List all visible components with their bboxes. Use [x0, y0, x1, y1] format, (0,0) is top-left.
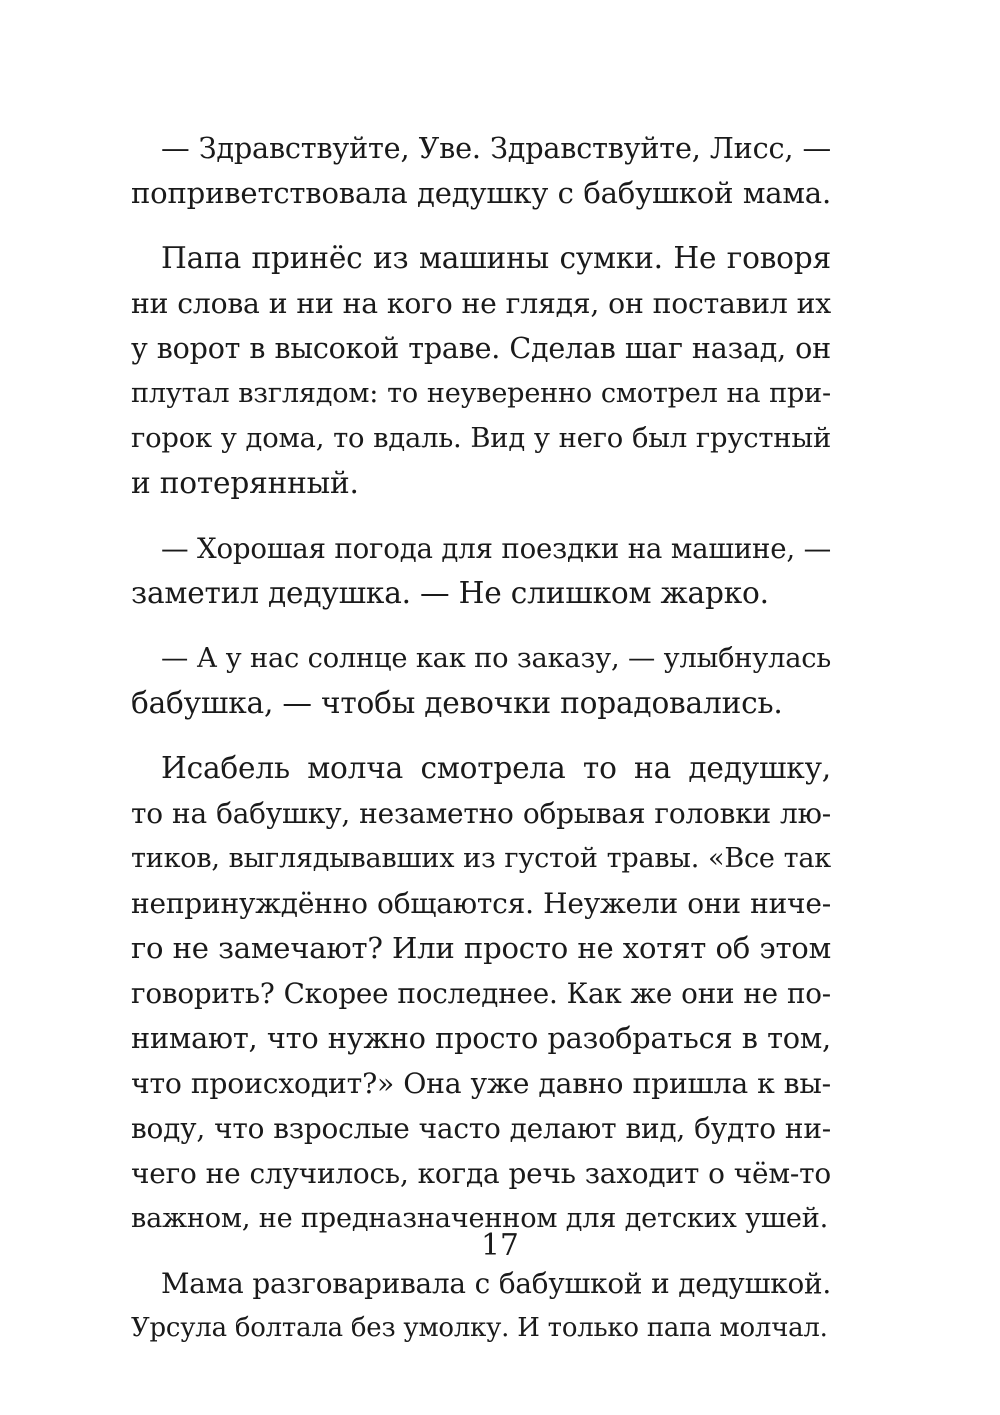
- paragraph: [131, 636, 831, 726]
- text-line: нимают, что нужно просто разобраться в том,: [131, 1021, 831, 1055]
- text-line: что происходит?» Она уже давно пришла к вы-: [131, 1067, 831, 1100]
- text-line: бабушка, — чтобы девочки порадовались.: [131, 686, 783, 720]
- text-line: ни слова и ни на кого не глядя, он поставил их: [131, 287, 831, 320]
- text-line: непринуждённо общаются. Неужели они ниче-: [131, 887, 831, 920]
- text-line: говорить? Скорее последнее. Как же они не по-: [131, 977, 831, 1010]
- paragraph: [131, 746, 831, 1241]
- text-line: то на бабушку, незаметно обрывая головки лю-: [131, 797, 831, 830]
- paragraph: [131, 236, 831, 506]
- text-line: поприветствовала дедушку с бабушкой мама.: [131, 176, 831, 210]
- text-line: Урсула болтала без умолку. И только папа молчал.: [131, 1313, 828, 1343]
- text-line: го не замечают? Или просто не хотят об этом: [131, 931, 831, 965]
- paragraph: [131, 526, 831, 616]
- text-line: горок у дома, то вдаль. Вид у него был грустный: [131, 423, 831, 454]
- text-line: Папа принёс из машины сумки. Не говоря: [161, 241, 831, 275]
- text-line: — А у нас солнце как по заказу, — улыбнулась: [161, 643, 831, 674]
- text-line: Мама разговаривала с бабушкой и дедушкой.: [161, 1267, 831, 1300]
- page-number: 17: [481, 1228, 519, 1262]
- paragraph: [131, 1261, 831, 1351]
- text-line: — Хорошая погода для поездки на машине, —: [161, 532, 831, 565]
- body-text: [131, 126, 831, 1351]
- text-line: важном, не предназначенном для детских ушей.: [131, 1203, 829, 1234]
- text-line: чего не случилось, когда речь заходит о чём-то: [131, 1157, 831, 1190]
- text-line: плутал взглядом: то неуверенно смотрел на при-: [131, 378, 831, 409]
- text-line: тиков, выглядывавших из густой травы. «Все так: [131, 843, 831, 874]
- text-line: и потерянный.: [131, 466, 359, 500]
- paragraph: [131, 126, 831, 216]
- text-line: воду, что взрослые часто делают вид, будто ни-: [131, 1112, 831, 1145]
- text-line: у ворот в высокой траве. Сделав шаг назад, он: [131, 331, 831, 365]
- text-line: Исабель молча смотрела то на дедушку,: [161, 751, 831, 785]
- text-line: — Здравствуйте, Уве. Здравствуйте, Лисс, —: [161, 131, 831, 165]
- text-line: заметил дедушка. — Не слишком жарко.: [131, 576, 769, 610]
